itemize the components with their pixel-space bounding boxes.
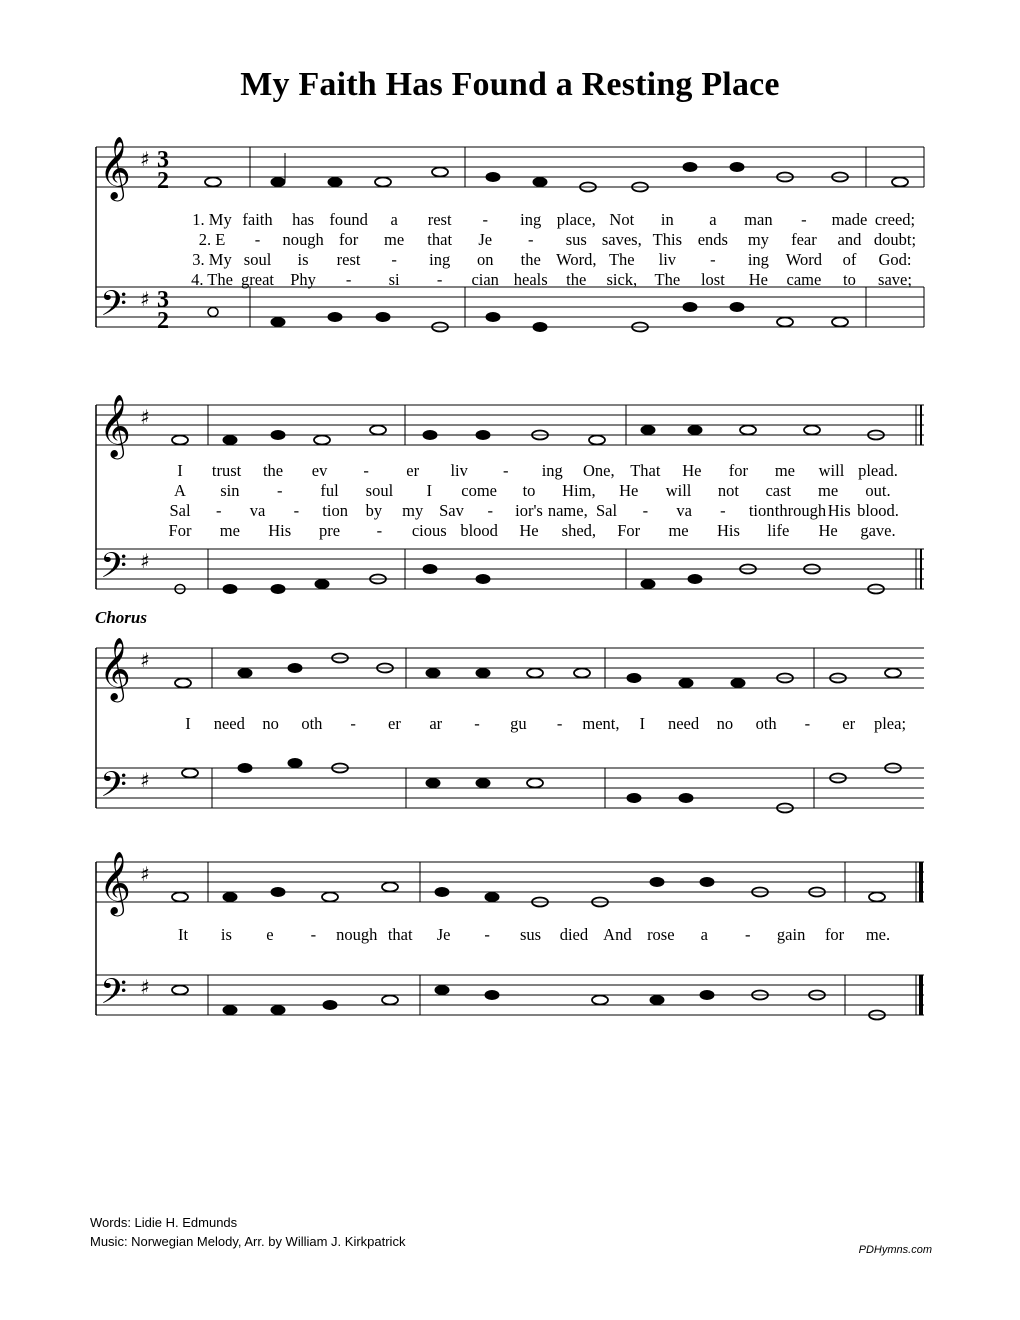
lyric-syllable: gave. <box>860 521 896 540</box>
lyric-syllable: - <box>804 714 811 733</box>
lyric-syllable: that <box>427 230 453 249</box>
sharp-icon: ♯ <box>140 768 150 792</box>
lyric-syllable: - <box>376 521 383 540</box>
lyric-syllable: - <box>556 714 563 733</box>
lyric-syllable: came <box>786 270 822 289</box>
lyric-syllable: cious <box>411 521 447 540</box>
lyric-syllable: has <box>292 210 315 229</box>
lyric-syllable: found <box>329 210 368 229</box>
lyric-syllable: Sal <box>169 501 191 520</box>
lyric-syllable: - <box>744 925 751 944</box>
treble-clef-icon: 𝄞 <box>99 136 131 199</box>
lyric-syllable: - <box>474 714 480 733</box>
lyric-syllable: liv <box>658 250 677 269</box>
lyric-syllable: fear <box>791 230 817 249</box>
lyric-syllable: me <box>668 521 689 540</box>
sharp-icon: ♯ <box>140 549 150 573</box>
svg-text:3: 3 <box>157 287 169 313</box>
lyric-syllable: ing <box>747 250 769 269</box>
lyric-syllable: And <box>603 925 632 944</box>
lyric-syllable: is <box>220 925 232 944</box>
lyric-syllable: - <box>487 501 493 520</box>
sharp-icon: ♯ <box>140 975 150 999</box>
lyric-syllable: me. <box>865 925 891 944</box>
lyric-syllable: Not <box>609 210 635 229</box>
bass-clef-icon: 𝄢 <box>100 283 128 332</box>
lyric-syllable: place, <box>556 210 596 229</box>
lyric-syllable: A <box>174 481 186 500</box>
lyric-syllable: - <box>436 270 443 289</box>
credits <box>90 1213 405 1251</box>
lyric-syllable: Him, <box>562 481 596 500</box>
hymn-title: My Faith Has Found a Resting Place <box>240 66 780 103</box>
lyric-syllable: and <box>837 230 862 249</box>
bass-clef-icon: 𝄢 <box>100 971 128 1020</box>
lyric-syllable: sin <box>220 481 240 500</box>
lyric-syllable: The <box>654 270 681 289</box>
lyric-syllable: - <box>293 501 300 520</box>
lyric-syllable: ing <box>429 250 451 269</box>
lyric-syllable: on <box>476 250 494 269</box>
lyric-syllable: - <box>254 230 261 249</box>
lyric-syllable: For <box>168 521 192 540</box>
lyric-syllable: to <box>522 481 536 500</box>
lyric-syllable: is <box>297 250 309 269</box>
lyric-syllable: need <box>667 714 700 733</box>
lyric-syllable: my <box>747 230 769 249</box>
lyric-syllable: no <box>262 714 279 733</box>
lyric-syllable: Sav <box>439 501 464 520</box>
site-credit: PDHymns.com <box>858 1244 932 1256</box>
lyric-syllable: ev <box>311 461 328 480</box>
lyric-syllable: no <box>716 714 734 733</box>
sharp-icon: ♯ <box>140 287 150 311</box>
lyric-syllable: Je <box>436 925 451 944</box>
lyric-syllable: sus <box>565 230 587 249</box>
sharp-icon: ♯ <box>140 405 150 429</box>
lyric-syllable: faith <box>242 210 273 229</box>
lyric-syllable: sick, <box>606 270 638 289</box>
lyric-syllable: He <box>619 481 639 500</box>
lyric-syllable: God: <box>878 250 912 269</box>
lyric-syllable: will <box>818 461 845 480</box>
svg-text:2: 2 <box>157 308 169 334</box>
lyric-syllable: tion <box>748 501 775 520</box>
lyric-syllable: will <box>665 481 692 500</box>
lyric-syllable: through <box>774 501 827 520</box>
lyric-syllable: Word <box>785 250 823 269</box>
lyric-syllable: e <box>266 925 274 944</box>
lyric-syllable: the <box>262 461 284 480</box>
lyric-syllable: His <box>268 521 292 540</box>
lyric-syllable: ment, <box>582 714 620 733</box>
lyric-syllable: rest <box>336 250 361 269</box>
lyric-syllable: a <box>390 210 398 229</box>
lyric-syllable: - <box>276 481 283 500</box>
lyric-syllable: save; <box>878 270 912 289</box>
lyric-syllable: saves, <box>601 230 642 249</box>
lyric-syllable: me <box>219 521 240 540</box>
lyric-syllable: That <box>630 461 661 480</box>
lyric-syllable: - <box>801 210 807 229</box>
lyric-syllable: - <box>310 925 317 944</box>
lyric-syllable: Phy <box>290 270 316 289</box>
lyric-syllable: - <box>527 230 534 249</box>
lyric-syllable: rose <box>647 925 675 944</box>
lyric-syllable: sus <box>519 925 542 944</box>
lyric-syllable: Je <box>478 230 493 249</box>
lyric-syllable: - <box>484 925 490 944</box>
lyric-syllable: - <box>216 501 222 520</box>
lyric-syllable: - <box>642 501 649 520</box>
lyric-syllable: One, <box>582 461 615 480</box>
lyric-syllable: ar <box>429 714 443 733</box>
lyric-syllable: name, <box>547 501 588 520</box>
lyric-syllable: This <box>652 230 682 249</box>
lyric-syllable: - <box>391 250 397 269</box>
lyric-syllable: 4. The <box>191 270 233 289</box>
lyric-syllable: gu <box>510 714 527 733</box>
lyric-syllable: He <box>682 461 702 480</box>
lyric-syllable: I <box>426 481 433 500</box>
lyric-syllable: a <box>709 210 717 229</box>
lyric-syllable: plea; <box>873 714 907 733</box>
bass-clef-icon: 𝄢 <box>100 545 128 594</box>
lyric-syllable: a <box>700 925 708 944</box>
lyric-syllable: gain <box>776 925 806 944</box>
lyric-syllable: me <box>818 481 839 500</box>
lyric-syllable: ing <box>541 461 563 480</box>
music-credit: Music: Norwegian Melody, Arr. by William J. Kirkpatrick <box>90 1234 406 1249</box>
lyric-syllable: creed; <box>874 210 916 229</box>
lyric-syllable: rest <box>427 210 452 229</box>
lyric-syllable: the <box>520 250 541 269</box>
lyric-syllable: trust <box>211 461 242 480</box>
lyric-syllable: doubt; <box>873 230 917 249</box>
lyric-syllable: for <box>824 925 845 944</box>
lyric-syllable: out. <box>865 481 891 500</box>
lyric-syllable: to <box>843 270 856 289</box>
lyric-syllable: 1. My <box>192 210 232 229</box>
lyric-syllable: The <box>608 250 635 269</box>
lyric-syllable: 2. E <box>198 230 226 249</box>
lyric-syllable: my <box>402 501 424 520</box>
lyric-syllable: ing <box>520 210 542 229</box>
lyric-syllable: His <box>827 501 851 520</box>
lyric-syllable: - <box>350 714 356 733</box>
svg-text:3: 3 <box>157 147 169 173</box>
lyric-syllable: liv <box>450 461 468 480</box>
lyric-syllable: by <box>365 501 383 520</box>
lyric-syllable: blood <box>460 521 498 540</box>
lyric-syllable: blood. <box>857 501 899 520</box>
lyric-syllable: great <box>241 270 275 289</box>
lyric-syllable: va <box>676 501 692 520</box>
chorus-line-2 <box>0 925 1020 945</box>
lyric-syllable: - <box>482 210 488 229</box>
lyric-syllable: - <box>363 461 369 480</box>
lyric-syllable: come <box>461 481 498 500</box>
bass-clef-icon: 𝄢 <box>100 764 128 813</box>
lyric-syllable: shed, <box>561 521 597 540</box>
svg-text:2: 2 <box>157 168 169 194</box>
lyric-syllable: I <box>177 461 183 480</box>
treble-clef-icon: 𝄞 <box>99 637 131 700</box>
lyric-syllable: - <box>720 501 726 520</box>
lyric-syllable: He <box>818 521 838 540</box>
lyric-syllable: of <box>842 250 857 269</box>
sharp-icon: ♯ <box>140 862 150 886</box>
lyric-syllable: nough <box>282 230 324 249</box>
lyric-syllable: for <box>728 461 749 480</box>
lyric-syllable: - <box>710 250 716 269</box>
lyric-syllable: man <box>744 210 773 229</box>
words-credit: Words: Lidie H. Edmunds <box>90 1215 238 1230</box>
lyric-syllable: I <box>185 714 191 733</box>
lyric-syllable: cian <box>471 270 499 289</box>
chorus-label: Chorus <box>95 608 147 627</box>
lyric-syllable: ful <box>320 481 339 500</box>
lyric-syllable: va <box>249 501 266 520</box>
lyric-syllable: oth <box>301 714 323 733</box>
treble-clef-icon: 𝄞 <box>99 394 131 457</box>
lyric-syllable: Sal <box>596 501 618 520</box>
lyric-syllable: It <box>177 925 189 944</box>
lyric-syllable: me <box>774 461 796 480</box>
treble-clef-icon: 𝄞 <box>99 851 131 914</box>
lyric-syllable: 3. My <box>192 250 232 269</box>
lyric-syllable: pre <box>319 521 341 540</box>
lyric-syllable: for <box>338 230 359 249</box>
lyric-syllable: Word, <box>556 250 597 269</box>
lyric-syllable: For <box>617 521 641 540</box>
lyric-syllable: He <box>519 521 539 540</box>
lyric-syllable: the <box>566 270 587 289</box>
lyric-syllable: I <box>639 714 645 733</box>
lyric-syllable: si <box>388 270 400 289</box>
lyric-syllable: made <box>831 210 868 229</box>
lyric-syllable: heals <box>513 270 548 289</box>
lyric-syllable: plead. <box>858 461 898 480</box>
sharp-icon: ♯ <box>140 648 150 672</box>
lyric-syllable: ior's <box>515 501 543 520</box>
lyric-syllable: ends <box>697 230 728 249</box>
lyric-syllable: - <box>345 270 352 289</box>
lyric-syllable: er <box>406 461 420 480</box>
sharp-icon: ♯ <box>140 147 150 171</box>
lyric-syllable: that <box>387 925 413 944</box>
lyric-syllable: soul <box>365 481 394 500</box>
lyric-syllable: me <box>384 230 405 249</box>
lyric-syllable: He <box>748 270 769 289</box>
lyric-syllable: life <box>767 521 790 540</box>
lyric-syllable: His <box>716 521 740 540</box>
lyric-syllable: in <box>660 210 674 229</box>
lyric-syllable: cast <box>765 481 792 500</box>
lyric-syllable: not <box>717 481 739 500</box>
lyric-syllable: need <box>213 714 245 733</box>
lyric-syllable: nough <box>336 925 378 944</box>
lyric-syllable: er <box>842 714 856 733</box>
lyric-syllable: tion <box>322 501 348 520</box>
system-4-notes <box>172 878 885 1020</box>
lyric-syllable: died <box>559 925 589 944</box>
lyric-syllable: soul <box>243 250 272 269</box>
lyric-syllable: oth <box>755 714 777 733</box>
lyric-syllable: - <box>502 461 509 480</box>
lyric-syllable: lost <box>700 270 725 289</box>
lyric-syllable: er <box>388 714 401 733</box>
